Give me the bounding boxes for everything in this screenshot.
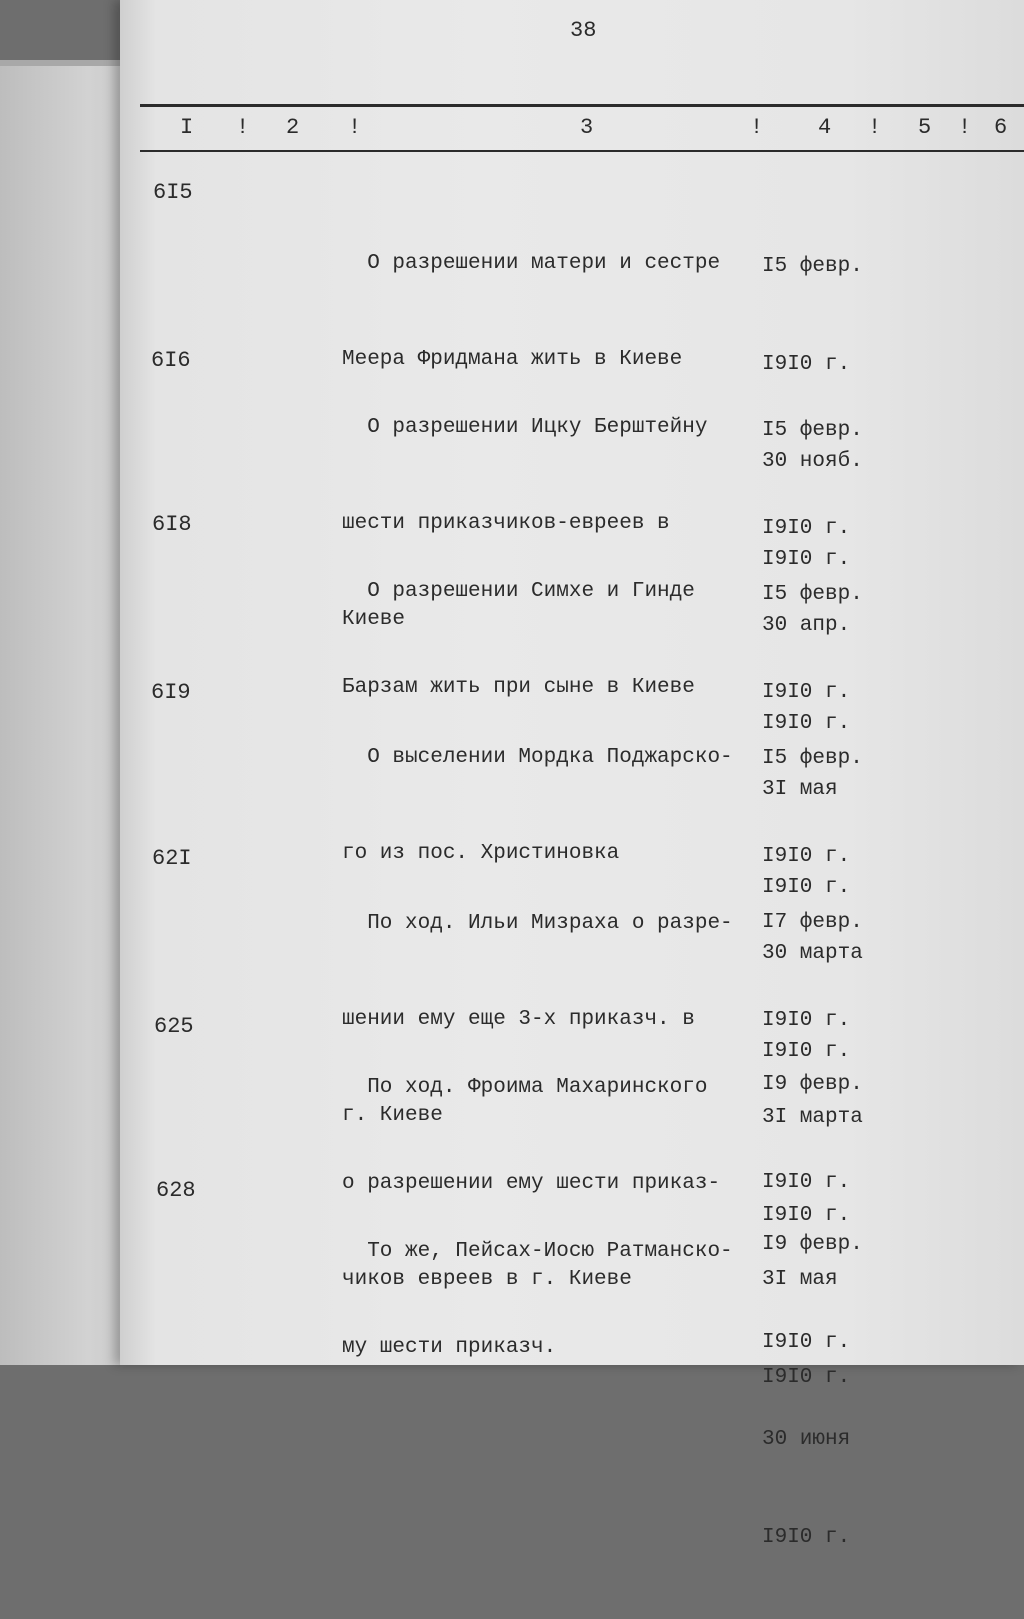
header-separator: ! [348,115,363,140]
entry-dates [762,1164,922,1619]
date-line: 30 нояб. [762,450,863,473]
description-line: По ход. Фроима Махаринского [342,1076,708,1099]
description-line: Барзам жить при сыне в Киеве [342,676,695,699]
date-line: I9I0 г. [762,1525,851,1549]
description-line: Меера Фридмана жить в Киеве [342,348,683,371]
date-line: I9I0 г. [762,844,851,868]
header-separator: ! [750,115,765,140]
header-col-5: 5 [918,115,933,140]
date-line: 30 июня [762,1428,851,1451]
description-line: О разрешении Ицку Берштейну [342,416,708,439]
date-line: I9I0 г. [762,1039,851,1063]
description-line: Киеве [342,608,406,631]
description-line: О разрешении Симхе и Гинде [342,580,695,603]
description-line: О выселении Мордка Поджарско- [342,746,733,769]
description-line: По ход. Ильи Мизраха о разре- [342,912,733,935]
date-line: I9I0 г. [762,516,851,540]
page-number: 38 [570,18,597,43]
entry-number: 6I5 [153,180,193,205]
entry-number: 625 [154,1014,194,1039]
entry-number: 6I8 [152,512,192,537]
entry-number: 6I9 [151,680,191,705]
header-separator: ! [236,115,251,140]
header-rule-top [140,104,1024,107]
date-line: I9I0 г. [762,1330,851,1354]
description-line: го из пос. Христиновка [342,842,620,865]
header-separator: ! [868,115,883,140]
entry-number: 6I6 [151,348,191,373]
date-line: I9I0 г. [762,547,851,571]
header-rule-bottom [140,150,1024,152]
date-line: I9I0 г. [762,1203,851,1227]
entry-description [342,1172,752,1428]
entry-number: 628 [156,1178,196,1203]
header-col-3: 3 [580,115,595,140]
date-line: I9I0 г. [762,1170,851,1194]
description-line: о разрешении ему шести приказ- [342,1172,721,1195]
date-line: I5 февр. [762,419,863,442]
header-col-2: 2 [286,115,301,140]
date-line: I7 февр. [762,911,863,934]
description-line: чиков евреев в г. Киеве [342,1268,632,1291]
header-col-1: I [180,115,195,140]
date-line: I5 февр. [762,747,863,770]
date-line: I5 февр. [762,255,863,278]
description-line: г. Киеве [342,1104,443,1127]
date-line: I5 февр. [762,583,863,606]
date-line: 3I мая [762,778,838,801]
date-line: I9I0 г. [762,875,851,899]
date-line: 30 марта [762,942,863,965]
description-line: шести приказчиков-евреев в [342,512,670,535]
header-col-4: 4 [818,115,833,140]
description-line: То же, Пейсах-Иосю Ратманско- [342,1240,733,1263]
entry-number: 62I [152,846,192,871]
date-line: I9I0 г. [762,1365,851,1389]
date-line: 3I мая [762,1268,838,1291]
description-line: О разрешении матери и сестре [342,252,721,275]
description-line: му шести приказч. [342,1336,557,1359]
header-separator: ! [958,115,973,140]
date-line: I9 февр. [762,1233,863,1256]
date-line: I9I0 г. [762,680,851,704]
date-line: I9 февр. [762,1073,863,1096]
date-line: 30 апр. [762,614,851,637]
date-line: 3I марта [762,1106,863,1129]
date-line: I9I0 г. [762,1008,851,1032]
header-col-6: 6 [994,115,1009,140]
description-line: шении ему еще 3-х приказч. в [342,1008,695,1031]
date-line: I9I0 г. [762,711,851,735]
date-line: I9I0 г. [762,352,851,376]
